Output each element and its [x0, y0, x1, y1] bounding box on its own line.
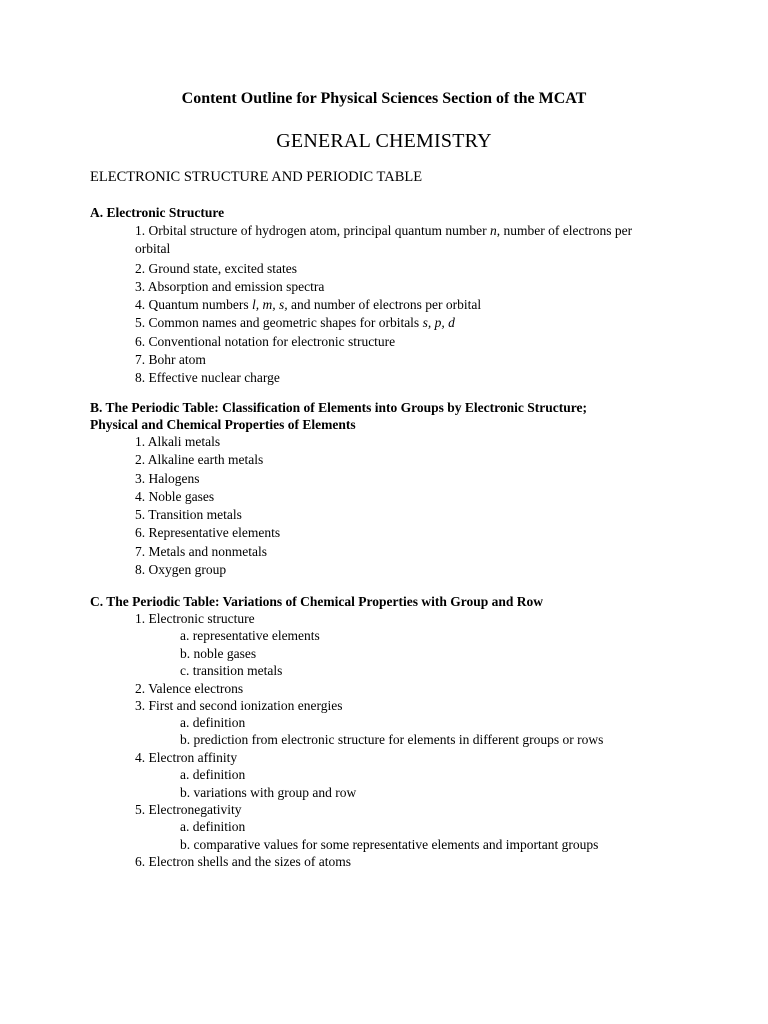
list-item: 8. Effective nuclear charge [135, 370, 280, 386]
list-item: 2. Ground state, excited states [135, 260, 297, 276]
section-b-list [90, 433, 710, 579]
sub-list-item: b. comparative values for some representative elements and important groups [180, 836, 599, 852]
list-item: 6. Electron shells and the sizes of atoms [135, 854, 351, 870]
list-item: 6. Representative elements [135, 525, 281, 541]
sub-list-item: b. variations with group and row [180, 784, 357, 800]
section-a-list [90, 221, 690, 388]
section-a [90, 204, 690, 388]
section-title: GENERAL CHEMISTRY [276, 130, 492, 152]
list-item: 5. Common names and geometric shapes for orbitals s, p, d [135, 315, 455, 331]
sub-list [135, 714, 710, 749]
list-item: 3. Halogens [135, 470, 200, 486]
sub-list-item: a. definition [180, 819, 246, 835]
list-item: 8. Oxygen group [135, 562, 227, 578]
list-item: 2. Alkaline earth metals [135, 452, 264, 468]
list-item: 3. Absorption and emission spectra [135, 278, 325, 294]
section-b-heading: B. The Periodic Table: Classification of Elements into Groups by Electronic Structure; Physical and Chemical Properties of Elements [90, 400, 588, 432]
sub-list [135, 766, 710, 801]
list-item: 1. Alkali metals [135, 434, 221, 449]
sub-list-item: a. representative elements [180, 628, 320, 643]
list-item: 5. Electronegativity a. definition b. comparative values for some representative elements and important groups [90, 801, 710, 853]
list-item: 7. Metals and nonmetals [135, 543, 267, 559]
list-item: 1. Orbital structure of hydrogen atom, principal quantum number n, number of electrons per orbital [135, 223, 633, 257]
list-item: 5. Transition metals [135, 507, 242, 523]
sub-list-item: b. noble gases [180, 645, 257, 661]
sub-list-item: b. prediction from electronic structure for elements in different groups or rows [180, 732, 604, 748]
section-c-heading: C. The Periodic Table: Variations of Chemical Properties with Group and Row [90, 594, 544, 609]
section-c [90, 593, 710, 871]
section-b [90, 399, 710, 579]
document-title: Content Outline for Physical Sciences Section of the MCAT [181, 90, 587, 107]
list-item: 4. Noble gases [135, 488, 215, 504]
sub-list-item: c. transition metals [180, 663, 283, 678]
list-item: 3. First and second ionization energies a. definition b. prediction from electronic structure for elements in different groups or rows [90, 697, 710, 749]
list-item: 7. Bohr atom [135, 352, 206, 368]
sub-list [135, 627, 710, 680]
list-item: 1. Electronic structure a. representative elements b. noble gases c. transition metals [90, 610, 710, 680]
sub-list [135, 818, 710, 853]
part-title: ELECTRONIC STRUCTURE AND PERIODIC TABLE [90, 169, 423, 185]
list-item: 6. Conventional notation for electronic structure [135, 333, 396, 349]
section-a-heading: A. Electronic Structure [90, 205, 225, 220]
sub-list-item: a. definition [180, 714, 246, 730]
list-item: 4. Quantum numbers l, m, s, and number of electrons per orbital [135, 297, 482, 313]
sub-list-item: a. definition [180, 767, 246, 783]
list-item: 4. Electron affinity a. definition b. variations with group and row [90, 749, 710, 801]
wrapped-continuation: orbital [135, 241, 171, 257]
section-c-list [90, 610, 710, 871]
list-item: 2. Valence electrons [135, 680, 244, 696]
